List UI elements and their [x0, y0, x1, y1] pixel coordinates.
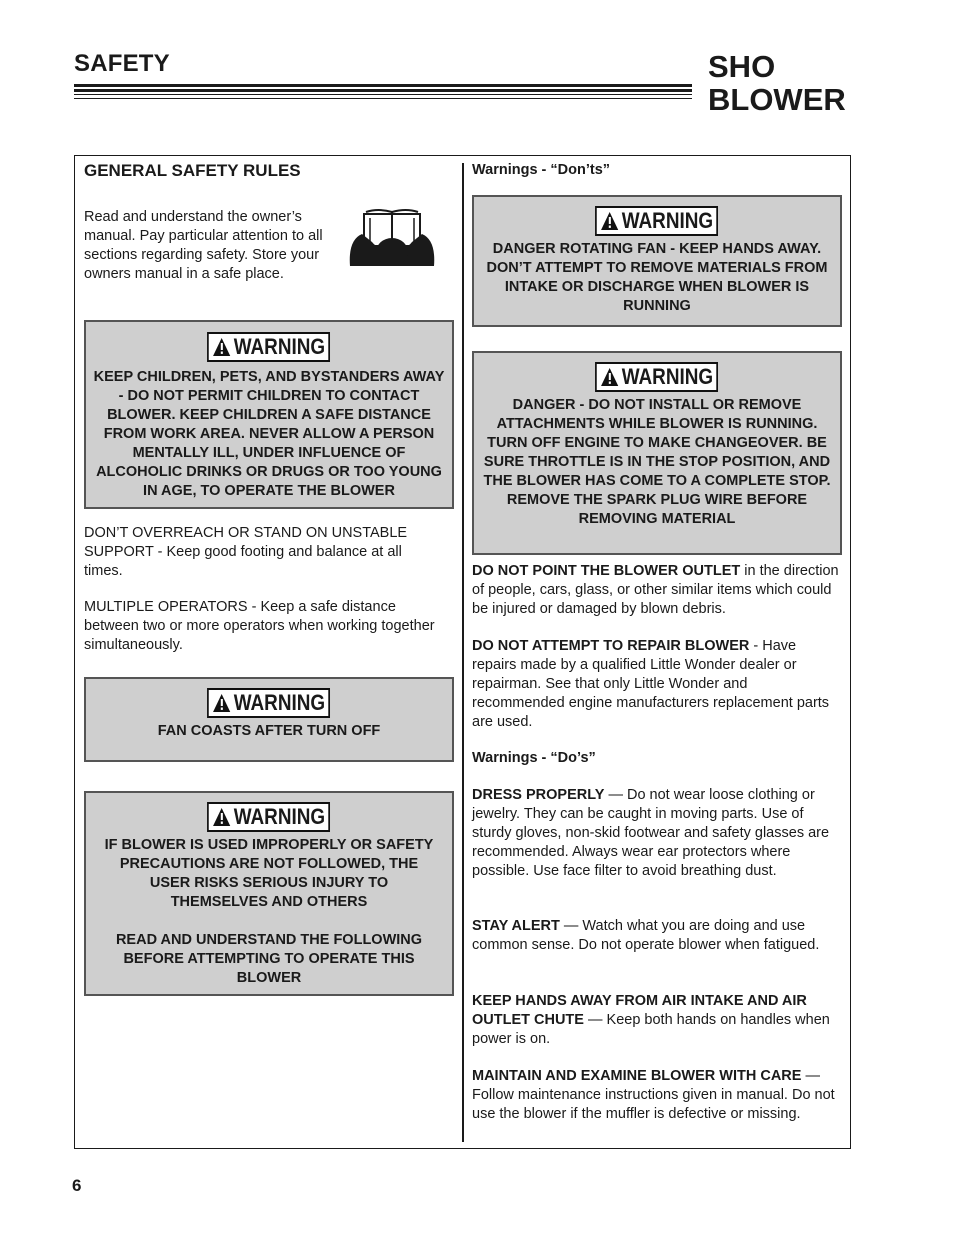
warning-triangle-icon [213, 337, 232, 357]
warning-triangle-icon [213, 693, 232, 713]
warning-text-fan-coasts: FAN COASTS AFTER TURN OFF [157, 723, 381, 739]
warning-box-children [84, 320, 454, 509]
product-title [708, 50, 858, 116]
intro-paragraph: Read and understand the owner’s manual. Pay particular attention to all sections regarding safety. Store your owners manual in a safe place. [84, 209, 323, 282]
warning-text-children: KEEP CHILDREN, PETS, AND BYSTANDERS AWAY - DO NOT PERMIT CHILDREN TO CONTACT BLOWER. KEEP CHILDREN A SAFE DISTANCE FROM WORK AREA. NEVER ALLOW A PERSON MENTALLY ILL, UNDER INFLUENCE OF ALCOHOLIC DRINKS OR DRUGS OR TOO YOUNG IN AGE, TO OPERATE THE BLOWER [93, 369, 445, 499]
keep-hands-away-paragraph: KEEP HANDS AWAY FROM AIR INTAKE AND AIR OUTLET CHUTE — Keep both hands on handles when power is on. [472, 993, 830, 1047]
donts-heading: Warnings - “Don’ts” [472, 162, 611, 178]
product-title-line2: BLOWER [708, 82, 846, 117]
header-rules [74, 84, 692, 102]
do-not-point-paragraph: DO NOT POINT THE BLOWER OUTLET in the direction of people, cars, glass, or other similar items which could be injured or damaged by blown debris. [472, 563, 839, 617]
warning-triangle-icon [601, 367, 620, 387]
warning-triangle-icon [213, 807, 232, 827]
warning-label: WARNING [595, 362, 718, 392]
warning-box-fan-coasts [84, 677, 454, 762]
stay-alert-paragraph: STAY ALERT — Watch what you are doing and use common sense. Do not operate blower when fatigued. [472, 918, 820, 953]
warning-box-improper-use [84, 791, 454, 996]
maintain-blower-paragraph: MAINTAIN AND EXAMINE BLOWER WITH CARE — Follow maintenance instructions given in manual. Do not use the blower if the muffler is defective or missing. [472, 1068, 835, 1122]
page-number: 6 [72, 1176, 82, 1195]
overreach-paragraph: DON’T OVERREACH OR STAND ON UNSTABLE SUPPORT - Keep good footing and balance at all times. [84, 525, 408, 579]
warning-text-read-following: READ AND UNDERSTAND THE FOLLOWING BEFORE ATTEMPTING TO OPERATE THIS BLOWER [115, 932, 423, 986]
do-not-repair-paragraph: DO NOT ATTEMPT TO REPAIR BLOWER - Have repairs made by a qualified Little Wonder dealer or repairman. See that only Little Wonder and recommended engine manufacturers replacement parts are used. [472, 638, 830, 730]
warning-label: WARNING [595, 206, 718, 236]
column-divider [462, 163, 464, 1142]
warning-label: WARNING [207, 802, 330, 832]
warning-triangle-icon [601, 211, 620, 231]
warning-box-attachments [472, 351, 842, 555]
product-title-line1: SHO [708, 49, 776, 84]
general-safety-rules-heading: GENERAL SAFETY RULES [84, 161, 301, 180]
warning-label: WARNING [207, 332, 330, 362]
warning-text-rotating-fan: DANGER ROTATING FAN - KEEP HANDS AWAY. DON’T ATTEMPT TO REMOVE MATERIALS FROM INTAKE OR DISCHARGE WHEN BLOWER IS RUNNING [486, 241, 828, 314]
dress-properly-paragraph: DRESS PROPERLY — Do not wear loose clothing or jewelry. They can be caught in moving parts. Use of sturdy gloves, non-skid footwear and safety glasses are recommended. Always wear ear protectors where possible. Use face filter to avoid breathing dust. [472, 787, 830, 879]
multiple-operators-paragraph: MULTIPLE OPERATORS - Keep a safe distance between two or more operators when working together simultaneously. [84, 599, 435, 653]
warning-text-attachments: DANGER - DO NOT INSTALL OR REMOVE ATTACHMENTS WHILE BLOWER IS RUNNING. TURN OFF ENGINE TO MAKE CHANGEOVER. BE SURE THROTTLE IS IN THE STOP POSITION, AND THE BLOWER HAS COME TO A COMPLETE STOP. REMOVE THE SPARK PLUG WIRE BEFORE REMOVING MATERIAL [483, 397, 831, 527]
section-title: SAFETY [74, 50, 170, 77]
dos-heading: Warnings - “Do’s” [472, 750, 596, 766]
warning-label: WARNING [207, 688, 330, 718]
warning-box-rotating-fan [472, 195, 842, 327]
reading-manual-icon [344, 206, 440, 274]
warning-text-improper-use: IF BLOWER IS USED IMPROPERLY OR SAFETY PRECAUTIONS ARE NOT FOLLOWED, THE USER RISKS SERIOUS INJURY TO THEMSELVES AND OTHERS [104, 837, 434, 910]
